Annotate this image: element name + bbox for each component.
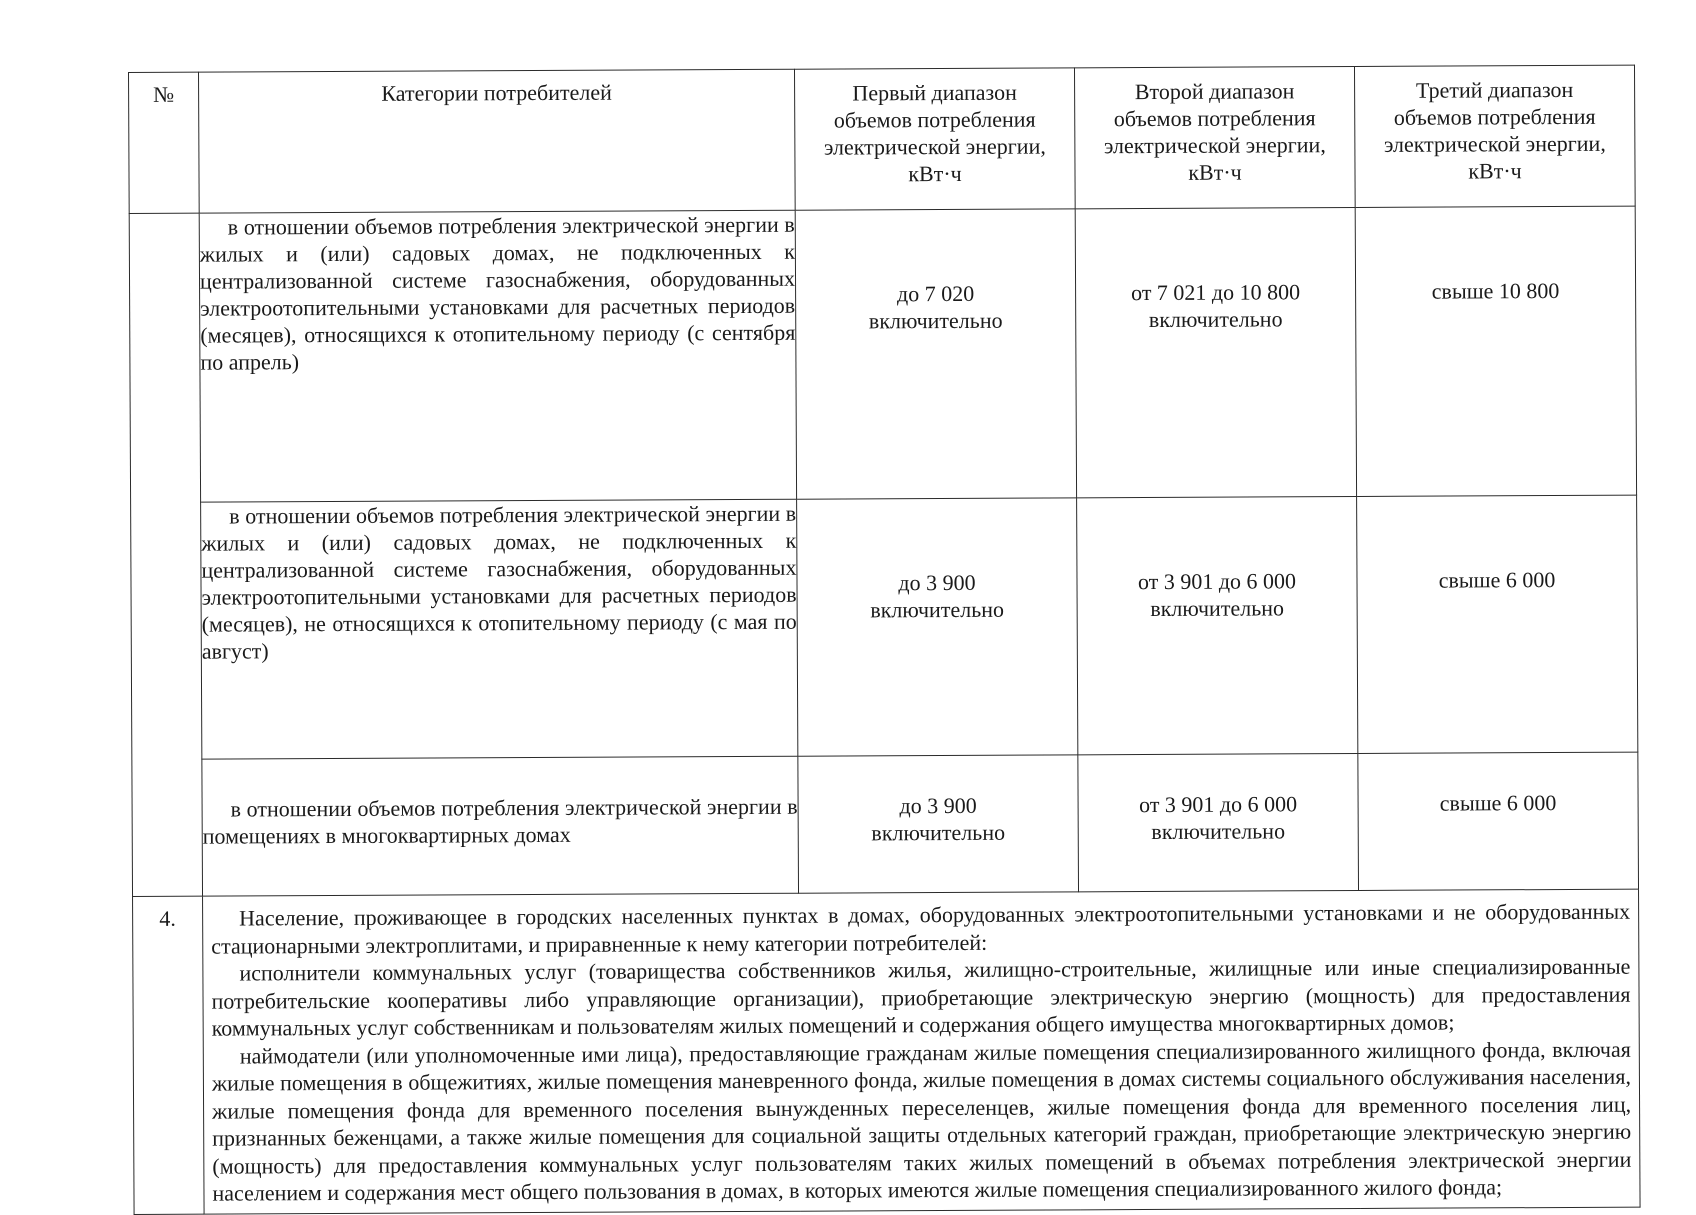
section-4-paragraph: Население, проживающее в городских населенных пунктах в домах, оборудованных электроотопительными установками и не оборудованных стационарными электроплитами, и приравненные к нему категории потребителей:: [211, 898, 1631, 959]
tariff-table: [128, 65, 1641, 1215]
header-category: Категории потребителей: [199, 69, 796, 213]
range-2-value: от 3 901 до 6 000 включительно: [1077, 497, 1358, 755]
header-range-2: Второй диапазон объемов потребления электрической энергии, кВт·ч: [1074, 67, 1355, 209]
category-text: в отношении объемов потребления электрической энергии в помещениях в многоквартирных домах: [202, 756, 799, 896]
range-2-value: от 7 021 до 10 800 включительно: [1075, 208, 1356, 498]
range-1-value: до 3 900 включительно: [798, 755, 1079, 893]
header-range-3: Третий диапазон объемов потребления электрической энергии, кВт·ч: [1354, 65, 1635, 207]
section-4-paragraph: наймодатели (или уполномоченные ими лица), предоставляющие гражданам жилые помещения специализированного жилищного фонда, включая жилые помещения в общежитиях, жилые помещения маневренного фонда, жилые помещения в домах системы социального обслуживания населения, жилые помещения фонда для временного поселения вынужденных переселенцев, жилые помещения фонда для временного поселения лиц, признанных беженцами, а также жилые помещения для социальной защиты отдельных категорий граждан, приобретающие электрическую энергию (мощность) для предоставления коммунальных услуг пользователям таких жилых помещений в объемах потребления электрической энергии населением и содержания мест общего пользования в домах, в которых имеются жилые помещения специализированного жилого фонда;: [211, 1036, 1632, 1206]
section-4-body: [203, 889, 1641, 1214]
table-row: [131, 495, 1638, 759]
range-1-value: до 3 900 включительно: [797, 498, 1078, 756]
category-text: в отношении объемов потребления электрической энергии в жилых и (или) садовых домах, не подключенных к централизованной системе газоснабжения, оборудованных электроотопительными установками для расчетных периодов (месяцев), не относящихся к отопительному периоду (с мая по август): [201, 499, 798, 759]
table-row: [132, 752, 1639, 896]
header-number: №: [129, 72, 200, 213]
range-3-value: свыше 10 800: [1355, 206, 1636, 496]
section-4-row: [133, 889, 1641, 1214]
table-row: [129, 206, 1636, 502]
row-number-empty: [129, 213, 202, 896]
range-3-value: свыше 6 000: [1358, 752, 1639, 890]
range-3-value: свыше 6 000: [1357, 495, 1638, 753]
range-1-value: до 7 020 включительно: [795, 209, 1076, 499]
category-text: в отношении объемов потребления электрической энергии в жилых и (или) садовых домах, не подключенных к централизованной системе газоснабжения, оборудованных электроотопительными установками для расчетных периодов (месяцев), относящихся к отопительному периоду (с сентября по апрель): [199, 210, 796, 502]
header-range-1: Первый диапазон объемов потребления электрической энергии, кВт·ч: [794, 68, 1075, 210]
range-2-value: от 3 901 до 6 000 включительно: [1078, 753, 1359, 891]
document-page: [128, 65, 1640, 1215]
table-header-row: [129, 65, 1636, 213]
section-4-paragraph: исполнители коммунальных услуг (товарищества собственников жилья, жилищно-строительные, жилищные или иные специализированные потребительские кооперативы либо управляющие организации), приобретающие электрическую энергию (мощность) для предоставления коммунальных услуг собственникам и пользователям жилых помещений и содержания общего имущества многоквартирных домов;: [211, 953, 1631, 1041]
section-4-number: 4.: [133, 896, 205, 1214]
